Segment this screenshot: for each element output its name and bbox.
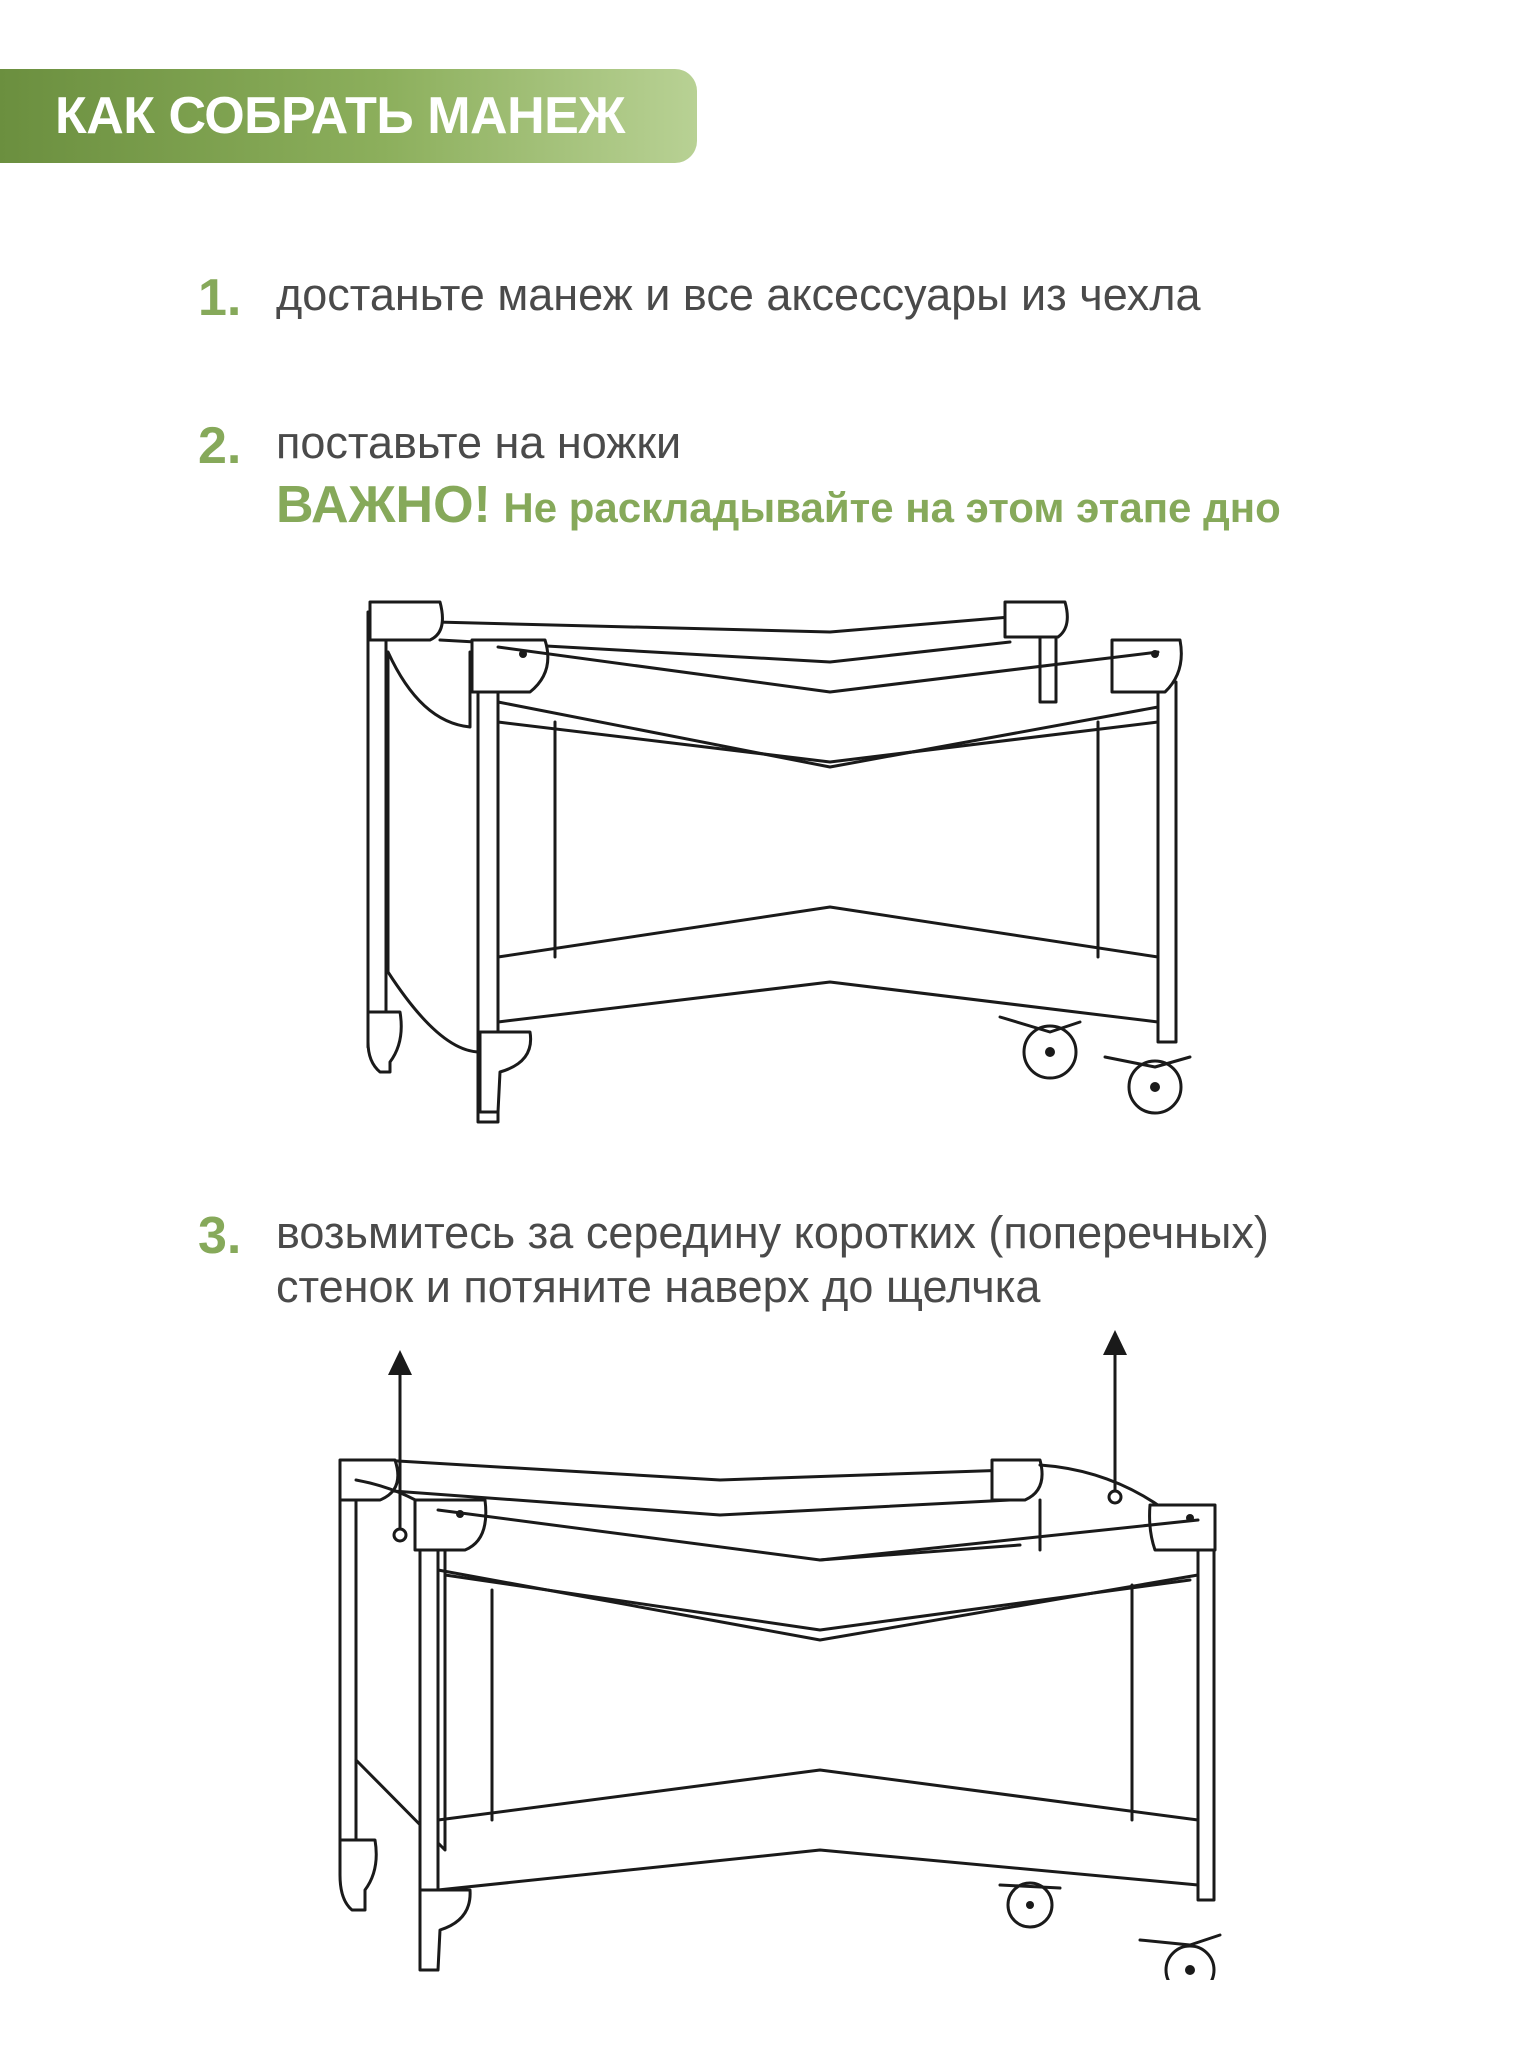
- front-top-rail-inner: [498, 722, 1158, 762]
- front-right-post: [1158, 682, 1176, 1042]
- front-bottom-rail: [498, 907, 1158, 1022]
- page-title: КАК СОБРАТЬ МАНЕЖ: [55, 87, 625, 145]
- back-left-cap: [370, 602, 442, 640]
- important-note: [276, 478, 1281, 535]
- front-top-rail: [498, 647, 1158, 767]
- front-bottom-rail: [438, 1770, 1198, 1890]
- front-right-cap: [1150, 1505, 1215, 1550]
- step-number: 3.: [198, 1207, 242, 1265]
- front-right-cap: [1112, 640, 1181, 692]
- important-label: ВАЖНО!: [276, 476, 491, 534]
- wheel-back-arm: [1000, 1885, 1060, 1888]
- grip-left: [394, 1529, 406, 1541]
- wheel-back-hub: [1026, 1901, 1034, 1909]
- front-rail-inner: [445, 1575, 1190, 1630]
- wheel-back-hub: [1045, 1047, 1055, 1057]
- wheel-back-arm: [1000, 1017, 1080, 1032]
- back-right-cap: [1005, 602, 1067, 637]
- step-text: [276, 268, 1201, 322]
- back-left-foot: [368, 1012, 401, 1072]
- important-text: Не раскладывайте на этом этапе дно: [503, 484, 1281, 531]
- header-banner: [0, 69, 697, 163]
- step-text: [276, 1206, 1269, 1314]
- arrow-right-head: [1103, 1330, 1127, 1355]
- back-left-cap: [340, 1460, 398, 1500]
- step-line: стенок и потяните наверх до щелчка: [276, 1261, 1041, 1312]
- back-left-fabric: [388, 652, 480, 1052]
- back-right-wall: [1040, 1465, 1165, 1550]
- floor-line: [820, 1545, 1020, 1560]
- step-3: [198, 1206, 1269, 1314]
- playpen-pull-up-icon: [320, 1330, 1240, 1980]
- back-left-post: [368, 612, 386, 1047]
- front-left-foot: [480, 1032, 531, 1112]
- front-left-foot: [420, 1890, 470, 1970]
- wheel-front-hub: [1185, 1965, 1195, 1975]
- step-line: достаньте манеж и все аксессуары из чехла: [276, 269, 1201, 320]
- step-text: [276, 416, 1281, 535]
- arrow-left-head: [388, 1350, 412, 1375]
- step-number: 2.: [198, 417, 242, 475]
- step-2: [198, 416, 1281, 535]
- back-right-cap: [992, 1460, 1042, 1500]
- back-left-post: [340, 1470, 356, 1870]
- step-line: поставьте на ножки: [276, 417, 682, 468]
- front-top-rail: [438, 1510, 1198, 1640]
- step-number: 1.: [198, 269, 242, 327]
- wheel-front-arm: [1140, 1935, 1220, 1945]
- grip-right: [1109, 1491, 1121, 1503]
- step-line: возьмитесь за середину коротких (поперечных): [276, 1207, 1269, 1258]
- step-1: [198, 268, 1201, 328]
- playpen-folded-icon: [360, 592, 1200, 1127]
- front-left-cap: [415, 1500, 486, 1550]
- wheel-front-hub: [1150, 1082, 1160, 1092]
- back-left-foot: [340, 1840, 376, 1910]
- front-right-post: [1198, 1530, 1214, 1900]
